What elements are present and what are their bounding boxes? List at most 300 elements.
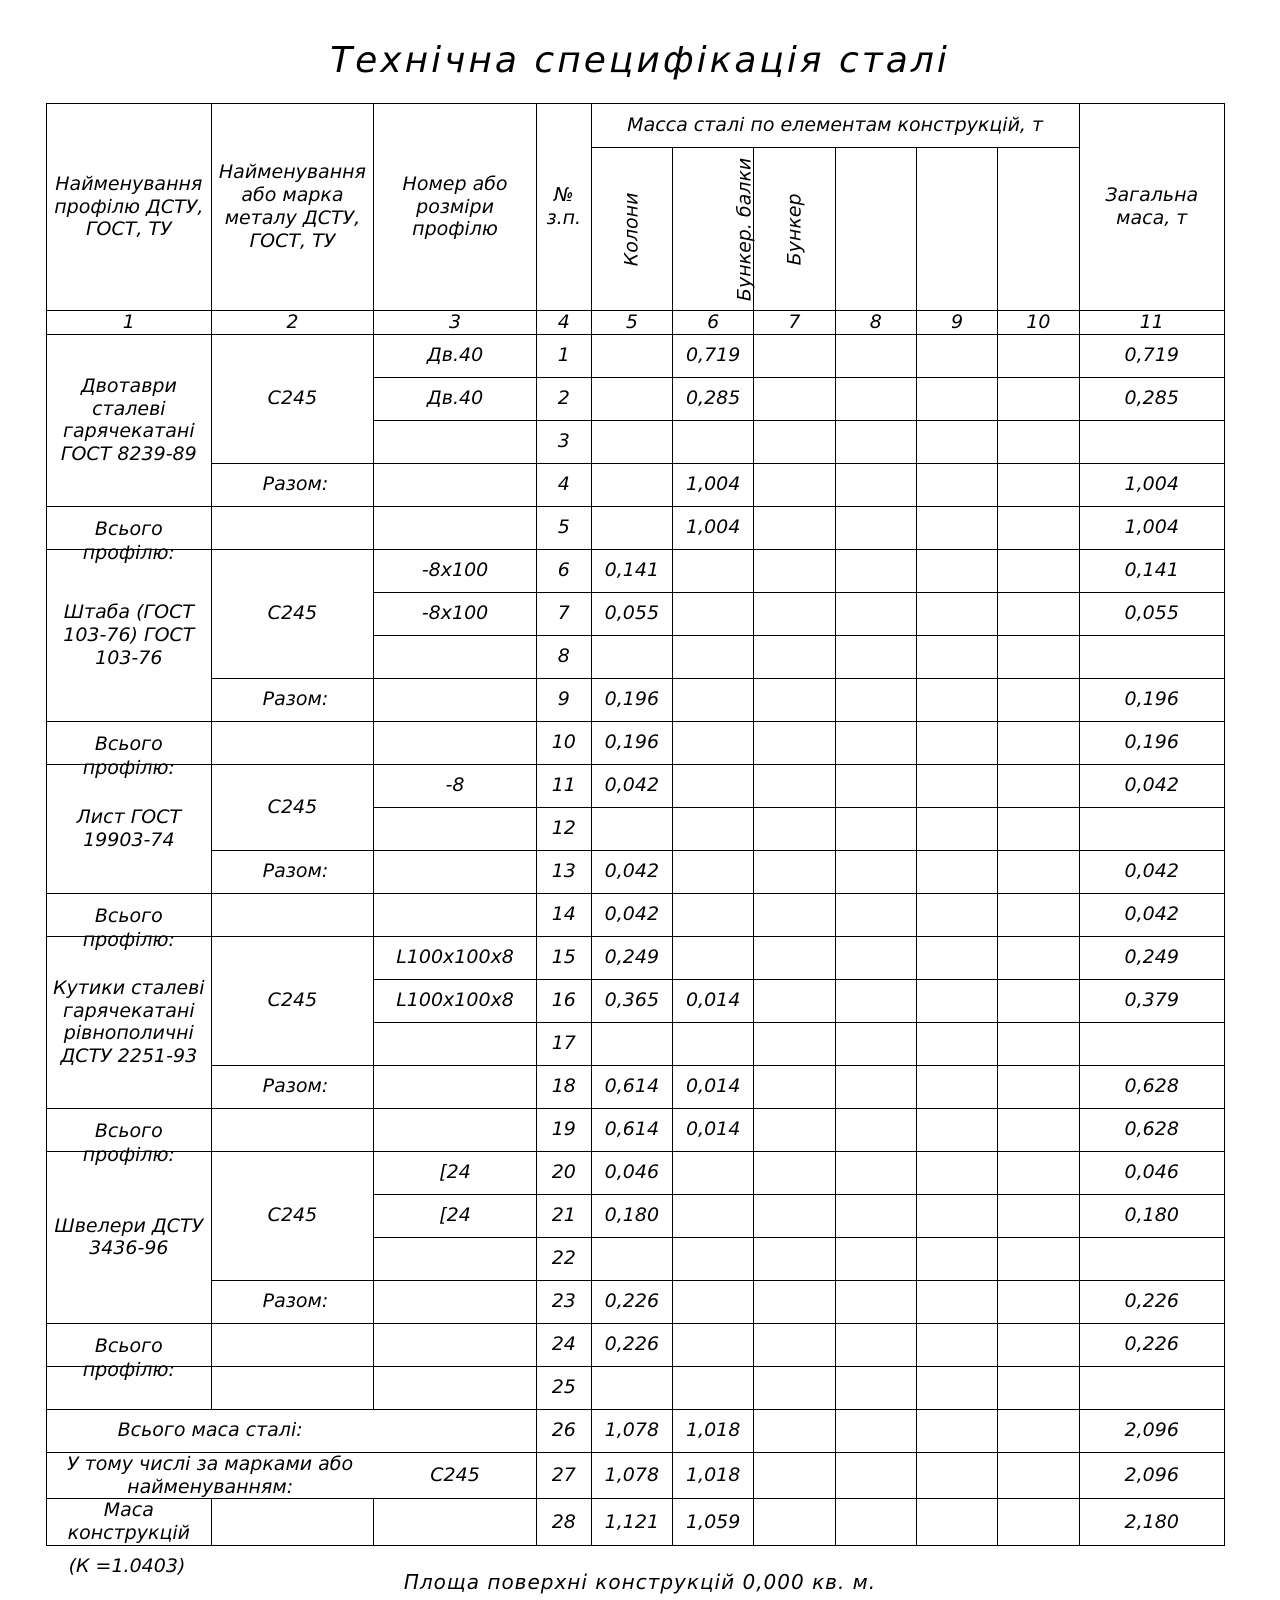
mass-empty — [754, 893, 835, 936]
surface-area-note: Площа поверхні конструкцій 0,000 кв. м. — [403, 1570, 877, 1594]
mass-columns: 0,226 — [591, 1280, 672, 1323]
mass-empty — [754, 1280, 835, 1323]
grand-total-label: У тому числі за марками або найменуванням: — [67, 1452, 354, 1498]
mass-columns: 1,078 — [591, 1452, 672, 1499]
steel-grade: С245 — [211, 549, 374, 678]
column-number: 11 — [1079, 311, 1224, 335]
row-number: 27 — [536, 1452, 591, 1499]
row-number: 17 — [536, 1022, 591, 1065]
mass-columns — [591, 1237, 672, 1280]
total-mass: 2,180 — [1079, 1499, 1224, 1546]
mass-empty — [998, 936, 1079, 979]
profile-total-steel — [211, 1323, 374, 1366]
mass-empty — [754, 592, 835, 635]
row-number: 4 — [536, 463, 591, 506]
mass-columns: 0,614 — [591, 1108, 672, 1151]
mass-columns — [591, 506, 672, 549]
mass-empty — [916, 1323, 997, 1366]
profile-total-steel — [211, 893, 374, 936]
total-mass: 0,180 — [1079, 1194, 1224, 1237]
header-col8 — [835, 148, 916, 311]
grand-total-steel — [374, 1499, 537, 1546]
subtotal-label: Разом: — [211, 678, 374, 721]
header-mass-group: Масса сталі по елементам конструкцій, т — [591, 104, 1079, 148]
mass-empty — [835, 1280, 916, 1323]
mass-bunker-beams: 0,719 — [673, 334, 754, 377]
total-mass: 0,196 — [1079, 721, 1224, 764]
mass-columns — [591, 334, 672, 377]
mass-columns — [591, 463, 672, 506]
mass-empty — [835, 1499, 916, 1546]
row-number: 8 — [536, 635, 591, 678]
mass-columns: 0,042 — [591, 893, 672, 936]
mass-empty — [998, 807, 1079, 850]
mass-empty — [835, 635, 916, 678]
mass-columns: 1,078 — [591, 1409, 672, 1452]
total-mass: 0,628 — [1079, 1065, 1224, 1108]
blank-cell — [374, 1366, 537, 1409]
header-col10 — [998, 148, 1079, 311]
mass-empty — [998, 592, 1079, 635]
mass-empty — [916, 678, 997, 721]
mass-empty — [998, 1022, 1079, 1065]
mass-empty — [916, 936, 997, 979]
total-mass: 2,096 — [1079, 1409, 1224, 1452]
mass-empty — [916, 1499, 997, 1546]
profile-total-row — [47, 506, 1225, 549]
mass-empty — [916, 1280, 997, 1323]
mass-columns: 0,046 — [591, 1151, 672, 1194]
total-mass: 0,042 — [1079, 893, 1224, 936]
mass-empty — [916, 549, 997, 592]
mass-bunker-beams: 1,004 — [673, 463, 754, 506]
grand-total-label: Всього маса сталі: — [117, 1419, 303, 1442]
mass-columns: 1,121 — [591, 1499, 672, 1546]
mass-empty — [754, 979, 835, 1022]
blank-cell — [998, 1366, 1079, 1409]
mass-bunker-beams — [673, 420, 754, 463]
subtotal-label: Разом: — [211, 463, 374, 506]
profile-size: L100x100x8 — [374, 979, 537, 1022]
header-col6: Бункер. балки — [733, 157, 756, 301]
steel-grade: С245 — [211, 334, 374, 463]
mass-empty — [916, 377, 997, 420]
header-col1: Найменування профілю ДСТУ, ГОСТ, ТУ — [47, 104, 212, 311]
mass-empty — [754, 721, 835, 764]
table-row — [47, 549, 1225, 592]
row-number: 22 — [536, 1237, 591, 1280]
blank-cell — [591, 1366, 672, 1409]
profile-size — [374, 1237, 537, 1280]
row-number: 7 — [536, 592, 591, 635]
mass-empty — [916, 979, 997, 1022]
row-number: 11 — [536, 764, 591, 807]
mass-empty — [754, 1151, 835, 1194]
mass-bunker-beams — [673, 549, 754, 592]
mass-empty — [835, 377, 916, 420]
mass-columns — [591, 807, 672, 850]
mass-empty — [835, 979, 916, 1022]
mass-columns: 0,196 — [591, 721, 672, 764]
mass-bunker-beams: 1,018 — [673, 1452, 754, 1499]
mass-empty — [835, 721, 916, 764]
total-mass — [1079, 1237, 1224, 1280]
mass-empty — [998, 635, 1079, 678]
mass-columns — [591, 420, 672, 463]
blank-cell — [835, 1366, 916, 1409]
row-number: 12 — [536, 807, 591, 850]
row-number: 20 — [536, 1151, 591, 1194]
mass-empty — [835, 807, 916, 850]
row-number: 28 — [536, 1499, 591, 1546]
grand-total-steel — [374, 1409, 537, 1452]
row-number: 3 — [536, 420, 591, 463]
row-number: 23 — [536, 1280, 591, 1323]
steel-grade: С245 — [211, 1151, 374, 1280]
subtotal-size — [374, 1065, 537, 1108]
mass-empty — [998, 377, 1079, 420]
mass-empty — [835, 678, 916, 721]
mass-empty — [754, 1194, 835, 1237]
mass-columns — [591, 1022, 672, 1065]
profile-total-row — [47, 721, 1225, 764]
mass-empty — [998, 463, 1079, 506]
table-row — [47, 764, 1225, 807]
grand-total-row — [47, 1499, 1225, 1546]
mass-empty — [998, 721, 1079, 764]
mass-empty — [998, 850, 1079, 893]
mass-bunker-beams: 0,014 — [673, 1065, 754, 1108]
mass-empty — [916, 893, 997, 936]
total-mass: 0,141 — [1079, 549, 1224, 592]
total-mass: 0,379 — [1079, 979, 1224, 1022]
mass-empty — [998, 764, 1079, 807]
header-col2: Найменування або марка металу ДСТУ, ГОСТ, ТУ — [211, 104, 374, 311]
mass-empty — [835, 1065, 916, 1108]
row-number: 2 — [536, 377, 591, 420]
mass-empty — [754, 1065, 835, 1108]
header-col11: Загальна маса, т — [1079, 104, 1224, 311]
mass-bunker-beams — [673, 592, 754, 635]
total-mass: 0,249 — [1079, 936, 1224, 979]
mass-bunker-beams — [673, 893, 754, 936]
mass-empty — [916, 635, 997, 678]
mass-empty — [998, 549, 1079, 592]
mass-empty — [998, 1237, 1079, 1280]
subtotal-row — [47, 463, 1225, 506]
mass-empty — [835, 850, 916, 893]
profile-name: Лист ГОСТ 19903-74 — [47, 764, 212, 893]
row-number: 16 — [536, 979, 591, 1022]
mass-empty — [754, 764, 835, 807]
mass-empty — [754, 1022, 835, 1065]
profile-size: [24 — [374, 1194, 537, 1237]
row-number: 19 — [536, 1108, 591, 1151]
mass-empty — [916, 1151, 997, 1194]
profile-total-size — [374, 506, 537, 549]
column-number: 7 — [754, 311, 835, 335]
column-number: 6 — [673, 311, 754, 335]
profile-size — [374, 807, 537, 850]
header-col7-cell — [754, 148, 835, 311]
mass-empty — [998, 678, 1079, 721]
column-number-row — [47, 311, 1225, 335]
mass-empty — [835, 506, 916, 549]
row-number: 26 — [536, 1409, 591, 1452]
mass-empty — [998, 893, 1079, 936]
grand-total-steel: С245 — [374, 1452, 537, 1499]
subtotal-label: Разом: — [211, 1065, 374, 1108]
column-number: 4 — [536, 311, 591, 335]
spec-table-body — [47, 104, 1225, 1546]
mass-empty — [916, 1237, 997, 1280]
profile-total-cell — [47, 1323, 212, 1382]
mass-bunker-beams: 1,004 — [673, 506, 754, 549]
subtotal-label: Разом: — [211, 1280, 374, 1323]
total-mass: 0,226 — [1079, 1323, 1224, 1366]
mass-bunker-beams — [673, 1323, 754, 1366]
mass-empty — [754, 850, 835, 893]
mass-empty — [998, 420, 1079, 463]
mass-bunker-beams — [673, 1280, 754, 1323]
mass-empty — [835, 1452, 916, 1499]
subtotal-row — [47, 1280, 1225, 1323]
mass-empty — [754, 1409, 835, 1452]
mass-bunker-beams — [673, 721, 754, 764]
blank-row — [47, 1366, 1225, 1409]
mass-empty — [916, 334, 997, 377]
mass-bunker-beams — [673, 678, 754, 721]
profile-size — [374, 1022, 537, 1065]
profile-total-label: Всього профілю: — [82, 517, 175, 565]
blank-cell — [211, 1366, 374, 1409]
profile-total-cell — [47, 1108, 212, 1167]
header-col7: Бункер — [783, 193, 806, 265]
profile-size — [374, 635, 537, 678]
mass-empty — [835, 334, 916, 377]
total-mass — [1079, 1022, 1224, 1065]
mass-empty — [835, 1323, 916, 1366]
blank-cell — [673, 1366, 754, 1409]
mass-empty — [835, 420, 916, 463]
profile-total-row — [47, 1323, 1225, 1366]
mass-columns: 0,196 — [591, 678, 672, 721]
mass-empty — [754, 377, 835, 420]
profile-size: [24 — [374, 1151, 537, 1194]
total-mass: 0,226 — [1079, 1280, 1224, 1323]
profile-total-label: Всього профілю: — [82, 732, 175, 780]
profile-total-steel — [211, 721, 374, 764]
header-col5-cell — [591, 148, 672, 311]
row-number: 10 — [536, 721, 591, 764]
mass-bunker-beams: 1,018 — [673, 1409, 754, 1452]
spec-table — [46, 103, 1225, 1546]
mass-empty — [916, 1065, 997, 1108]
total-mass: 0,055 — [1079, 592, 1224, 635]
page-title: Технічна специфікація сталі — [330, 40, 950, 81]
mass-empty — [835, 764, 916, 807]
mass-empty — [835, 1409, 916, 1452]
total-mass — [1079, 635, 1224, 678]
row-number: 25 — [536, 1366, 591, 1409]
header-col6-cell — [673, 148, 754, 311]
column-number: 8 — [835, 311, 916, 335]
total-mass: 2,096 — [1079, 1452, 1224, 1499]
mass-empty — [998, 1065, 1079, 1108]
mass-empty — [998, 1409, 1079, 1452]
profile-total-label: Всього профілю: — [82, 1334, 175, 1382]
grand-total-row — [47, 1452, 1225, 1499]
row-number: 6 — [536, 549, 591, 592]
mass-empty — [916, 850, 997, 893]
grand-total-label-cell — [47, 1409, 374, 1452]
column-number: 2 — [211, 311, 374, 335]
row-number: 14 — [536, 893, 591, 936]
mass-columns — [591, 377, 672, 420]
profile-size: Дв.40 — [374, 334, 537, 377]
mass-bunker-beams — [673, 1194, 754, 1237]
total-mass: 0,046 — [1079, 1151, 1224, 1194]
mass-empty — [754, 1323, 835, 1366]
mass-columns: 0,042 — [591, 850, 672, 893]
mass-empty — [998, 506, 1079, 549]
total-mass: 1,004 — [1079, 463, 1224, 506]
mass-empty — [754, 936, 835, 979]
mass-bunker-beams — [673, 1022, 754, 1065]
profile-name: Швелери ДСТУ 3436-96 — [47, 1151, 212, 1323]
mass-empty — [835, 1108, 916, 1151]
column-number: 1 — [47, 311, 212, 335]
mass-empty — [835, 1151, 916, 1194]
mass-bunker-beams — [673, 1237, 754, 1280]
mass-empty — [916, 592, 997, 635]
profile-name: Штаба (ГОСТ 103-76) ГОСТ 103-76 — [47, 549, 212, 721]
header-col4: № з.п. — [536, 104, 591, 311]
subtotal-row — [47, 678, 1225, 721]
mass-columns: 0,055 — [591, 592, 672, 635]
profile-total-cell — [47, 506, 212, 565]
mass-empty — [835, 1022, 916, 1065]
header-col5: Колони — [620, 192, 643, 266]
profile-size: Дв.40 — [374, 377, 537, 420]
profile-name: Кутики сталеві гарячекатані рівнополичні ДСТУ 2251-93 — [47, 936, 212, 1108]
mass-empty — [754, 635, 835, 678]
mass-empty — [754, 506, 835, 549]
profile-size: -8 — [374, 764, 537, 807]
profile-total-steel — [211, 506, 374, 549]
mass-bunker-beams — [673, 807, 754, 850]
profile-total-label: Всього профілю: — [82, 904, 175, 952]
row-number: 15 — [536, 936, 591, 979]
mass-empty — [754, 1452, 835, 1499]
mass-empty — [916, 807, 997, 850]
mass-columns: 0,042 — [591, 764, 672, 807]
header-col3: Номер або розміри профілю — [374, 104, 537, 311]
mass-empty — [754, 1108, 835, 1151]
mass-columns: 0,365 — [591, 979, 672, 1022]
mass-empty — [754, 1499, 835, 1546]
mass-empty — [998, 1323, 1079, 1366]
subtotal-size — [374, 678, 537, 721]
row-number: 18 — [536, 1065, 591, 1108]
mass-bunker-beams: 0,014 — [673, 979, 754, 1022]
mass-empty — [998, 1452, 1079, 1499]
mass-columns: 0,614 — [591, 1065, 672, 1108]
column-number: 5 — [591, 311, 672, 335]
mass-columns: 0,226 — [591, 1323, 672, 1366]
mass-empty — [916, 1108, 997, 1151]
mass-columns: 0,141 — [591, 549, 672, 592]
grand-total-label: Маса конструкцій — [47, 1499, 212, 1546]
mass-empty — [754, 549, 835, 592]
mass-empty — [916, 1409, 997, 1452]
total-mass: 0,628 — [1079, 1108, 1224, 1151]
mass-empty — [835, 549, 916, 592]
total-mass: 0,196 — [1079, 678, 1224, 721]
mass-columns: 0,180 — [591, 1194, 672, 1237]
total-mass: 0,042 — [1079, 764, 1224, 807]
mass-empty — [754, 1237, 835, 1280]
row-number: 24 — [536, 1323, 591, 1366]
blank-cell — [916, 1366, 997, 1409]
row-number: 5 — [536, 506, 591, 549]
mass-empty — [916, 764, 997, 807]
mass-empty — [835, 1237, 916, 1280]
profile-total-steel — [211, 1108, 374, 1151]
total-mass: 0,719 — [1079, 334, 1224, 377]
subtotal-label: Разом: — [211, 850, 374, 893]
profile-size: -8x100 — [374, 549, 537, 592]
mass-empty — [835, 463, 916, 506]
mass-empty — [998, 1280, 1079, 1323]
mass-empty — [998, 979, 1079, 1022]
total-mass: 0,285 — [1079, 377, 1224, 420]
profile-size: -8x100 — [374, 592, 537, 635]
mass-bunker-beams — [673, 635, 754, 678]
blank-cell — [1079, 1366, 1224, 1409]
mass-bunker-beams: 0,014 — [673, 1108, 754, 1151]
grand-total-cell — [211, 1499, 374, 1546]
mass-empty — [998, 1108, 1079, 1151]
mass-bunker-beams: 0,285 — [673, 377, 754, 420]
row-number: 21 — [536, 1194, 591, 1237]
mass-empty — [998, 1194, 1079, 1237]
subtotal-size — [374, 1280, 537, 1323]
mass-empty — [998, 1499, 1079, 1546]
profile-total-row — [47, 893, 1225, 936]
mass-columns — [591, 635, 672, 678]
table-row — [47, 936, 1225, 979]
profile-size — [374, 420, 537, 463]
mass-empty — [998, 1151, 1079, 1194]
mass-empty — [916, 420, 997, 463]
mass-empty — [916, 1452, 997, 1499]
profile-total-cell — [47, 721, 212, 780]
mass-empty — [754, 420, 835, 463]
column-number: 10 — [998, 311, 1079, 335]
row-number: 13 — [536, 850, 591, 893]
mass-empty — [916, 1194, 997, 1237]
mass-bunker-beams: 1,059 — [673, 1499, 754, 1546]
subtotal-row — [47, 1065, 1225, 1108]
grand-total-label-cell — [47, 1452, 374, 1499]
subtotal-size — [374, 463, 537, 506]
subtotal-size — [374, 850, 537, 893]
column-number: 9 — [916, 311, 997, 335]
mass-empty — [754, 334, 835, 377]
steel-grade: С245 — [211, 936, 374, 1065]
mass-columns: 0,249 — [591, 936, 672, 979]
